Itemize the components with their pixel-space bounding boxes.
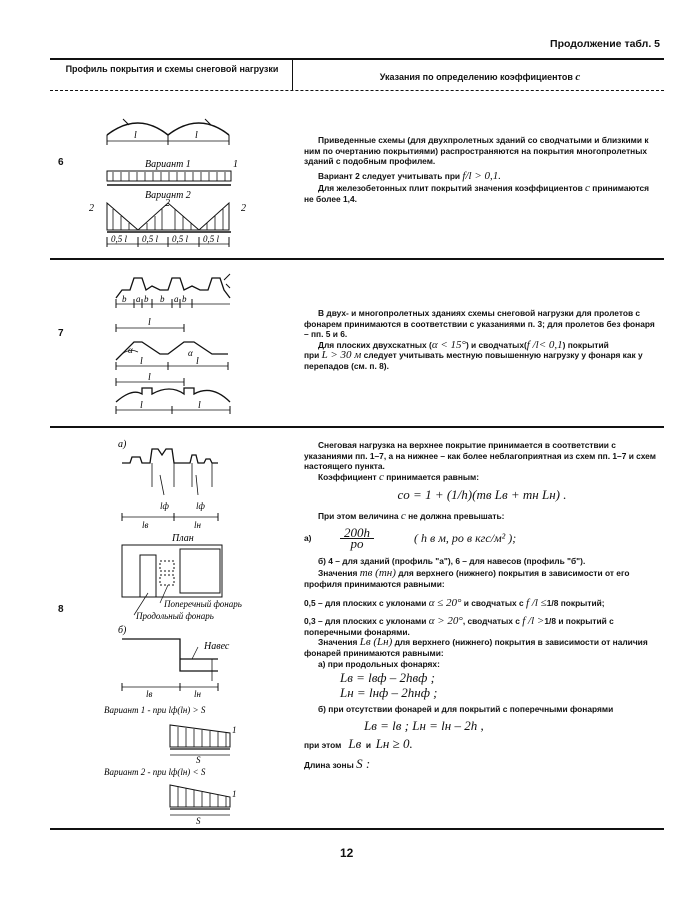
row7-para-2: Для плоских двухскатных (α < 15°) и сводчатых(f /l< 0,1) покрытий	[318, 338, 609, 351]
row8-load-1: 1	[232, 789, 237, 799]
table-top-rule	[50, 58, 664, 60]
row8-lv: lв	[142, 520, 149, 530]
row6-para-2: Вариант 2 следует учитывать при f/l > 0,1.	[318, 169, 502, 182]
row7-label-b: b	[182, 294, 187, 304]
row7-label-b: b	[160, 294, 165, 304]
row8-text	[304, 440, 660, 771]
row6-figure	[89, 105, 255, 250]
row7-label-a: a	[174, 294, 179, 304]
row6-span-label: l	[195, 130, 198, 141]
row8-para-1: Снеговая нагрузка на верхнее покрытие принимается в соответствии с указаниями пп. 1–7, а на нижнее – как более неблагоприятная из схем пп. 1–7 и схем настоящего пункта.	[304, 440, 656, 472]
row6-half-span: 0,5 l	[142, 234, 159, 244]
row6-half-span: 0,5 l	[111, 234, 128, 244]
row6-variant1-label: Вариант 1	[145, 159, 191, 170]
row8-para-zone: Длина зоны S :	[304, 756, 371, 772]
row8-variant2-label: Вариант 2 - при lф(lн) < S	[104, 767, 206, 777]
row8-longitudinal-label: Продольный фонарь	[136, 611, 214, 621]
row8-canopy-label: Навес	[204, 641, 230, 652]
row7-text	[304, 308, 660, 372]
row8-para-03: 0,3 – для плоских с уклонами α > 20°, сводчатых с f /l >1/8 и покрытий с поперечными фонарями.	[304, 615, 614, 637]
row-number-8: 8	[58, 604, 64, 615]
row6-variant2-label: Вариант 2	[145, 190, 191, 201]
row7-figure	[108, 270, 248, 420]
row8-para-05: 0,5 – для плоских с уклонами α ≤ 20° и сводчатых с f /l ≤1/8 покрытий;	[304, 596, 605, 609]
row8-para-b: б) при отсутствии фонарей и для покрытий с поперечными фонарями	[318, 704, 614, 715]
row8-S: S	[196, 816, 201, 826]
row8-lf: lф	[160, 501, 169, 511]
row8-label-a: а)	[118, 439, 127, 450]
row6-load-2-right: 2	[241, 203, 246, 214]
row7-label-a: a	[136, 294, 141, 304]
row6-span-label: l	[134, 130, 137, 141]
row8-eq-1: Lв = lвф – 2hвф ;	[340, 670, 435, 686]
row7-para-3: при L > 30 м следует учитывать местную повышенную нагрузку у фонаря как у перепадов (см. п. 8).	[304, 349, 643, 371]
row-divider-6-7	[50, 258, 664, 260]
table-bottom-rule	[50, 828, 664, 830]
row-number-7: 7	[58, 328, 64, 339]
row8-ln: lн	[194, 689, 201, 699]
header-column-divider	[292, 59, 293, 90]
row-divider-7-8	[50, 426, 664, 428]
row-number-6: 6	[58, 157, 64, 168]
row8-para-L: Значения Lв (Lн) для верхнего (нижнего) покрытия в зависимости от наличия фонарей принимаются равными:	[304, 636, 648, 658]
row8-formula-c: cо = 1 + (1/h)(mв Lв + mн Lн) .	[397, 487, 567, 503]
row8-lv: lв	[146, 689, 153, 699]
row6-text	[304, 135, 660, 205]
row6-half-span: 0,5 l	[203, 234, 220, 244]
header-column-instructions: Указания по определению коэффициентов c	[379, 71, 581, 83]
row8-para-2: Коэффициент c принимается равным:	[318, 470, 480, 483]
row7-label-l: l	[198, 400, 201, 411]
row8-figure	[100, 435, 270, 825]
row6-half-span: 0,5 l	[172, 234, 189, 244]
row7-label-l: l	[140, 400, 143, 411]
row8-limit-b: б) 4 – для зданий (профиль "а"), 6 – для навесов (профиль "б").	[318, 555, 586, 566]
row7-alpha: α	[128, 345, 133, 355]
row8-para-m: Значения mв (mн) для верхнего (нижнего) покрытия в зависимости от его профиля принимаются равными:	[304, 567, 630, 589]
row7-alpha: α	[188, 348, 193, 358]
row8-load-1: 1	[232, 725, 237, 735]
page-number: 12	[340, 846, 354, 860]
row8-lf: lф	[196, 501, 205, 511]
row8-limit-a: а) 200h pо ( h в м, pо в кгс/м² );	[304, 524, 517, 552]
row8-ln: lн	[194, 520, 201, 530]
row6-para-1: Приведенные схемы (для двухпролетных зданий со сводчатыми и близкими к ним по очертанию покрытиями) распространяются на покрытия многопролетных зданий с подобным профилем.	[304, 135, 649, 167]
row7-label-b: b	[144, 294, 149, 304]
row8-eq-2: Lн = lнф – 2hнф ;	[340, 684, 438, 700]
row7-label-l: l	[140, 356, 143, 367]
row8-label-b: б)	[118, 625, 127, 636]
row6-para-3: Для железобетонных плит покрытий значения коэффициентов c принимаются не более 1,4.	[304, 182, 650, 204]
row8-para-3: При этом величина c не должна превышать:	[318, 509, 505, 522]
row6-load-1: 1	[233, 159, 238, 170]
row6-load-2-mid: 2	[165, 198, 170, 209]
header-bottom-rule	[50, 90, 664, 91]
row8-plan-label: План	[172, 533, 194, 544]
header-column-profile: Профиль покрытия и схемы снеговой нагрузки	[65, 64, 279, 74]
row7-label-b: b	[122, 294, 127, 304]
row8-para-a: а) при продольных фонарях:	[318, 658, 440, 669]
row8-variant1-label: Вариант 1 - при lф(lн) > S	[104, 705, 206, 715]
row7-label-L: l	[148, 317, 151, 328]
row7-label-l: l	[196, 356, 199, 367]
row8-eq-3: Lв = lв ; Lн = lн – 2h ,	[364, 717, 484, 733]
row8-para-etom: при этом Lв и Lн ≥ 0.	[304, 736, 413, 752]
row6-load-2-left: 2	[89, 203, 94, 214]
table-continuation-caption: Продолжение табл. 5	[550, 38, 660, 50]
row7-label-L: l	[148, 372, 151, 383]
row8-transverse-label: Поперечный фонарь	[164, 599, 242, 609]
row7-para-1: В двух- и многопролетных зданиях схемы снеговой нагрузки для пролетов с фонарем принимаются в соответствии с указаниями п. 3; для пролетов без фонаря – пп. 5 и 6.	[304, 308, 655, 340]
row8-S: S	[196, 755, 201, 765]
